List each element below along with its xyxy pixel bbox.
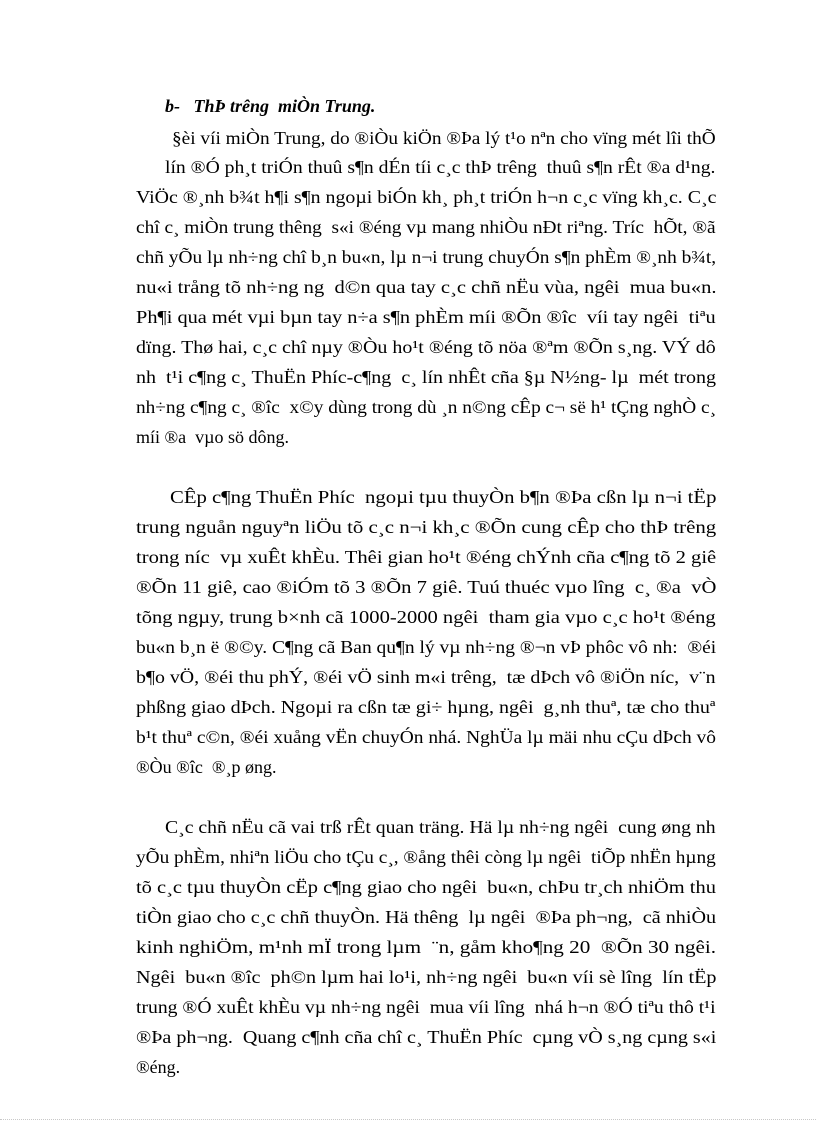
text-line: C¸c chñ nËu cã vai trß rÊt quan träng. Hä lµ nh÷ng ngêi cung øng nh bbox=[165, 817, 716, 837]
text-line: chî c¸ miÒn trung thêng s«i ®éng vµ mang nhiÒu nÐt riªng. Tríc hÕt, ®ã bbox=[136, 217, 716, 237]
text-line: lín ®Ó ph¸t triÓn thuû s¶n dÉn tíi c¸c thÞ trêng thuû s¶n rÊt ®a d¹ng. bbox=[165, 157, 716, 177]
text-line: tõng ngµy, trung b×nh cã 1000-2000 ngêi tham gia vµo c¸c ho¹t ®éng bbox=[136, 607, 716, 627]
text-line: CÊp c¶ng ThuËn Phíc ngoµi tµu thuyÒn b¶n ®Þa cßn lµ n¬i tËp bbox=[170, 487, 717, 507]
text-line: b¶o vÖ, ®éi thu phÝ, ®éi vÖ sinh m«i trêng, tæ dÞch vô ®iÖn níc, v¨n bbox=[136, 667, 716, 687]
text-line: míi ®a vµo sö dông. bbox=[136, 427, 290, 447]
text-line: trung nguån nguyªn liÖu tõ c¸c n¬i kh¸c ®Õn cung cÊp cho thÞ trêng bbox=[136, 517, 717, 537]
text-line: phßng giao dÞch. Ngoµi ra cßn tæ gi÷ hµng, ngêi g¸nh thuª, tæ cho thuª bbox=[136, 697, 716, 717]
text-line: tiÒn giao cho c¸c chñ thuyÒn. Hä thêng lµ ngêi ®Þa ph¬ng, cã nhiÒu bbox=[136, 907, 717, 927]
text-line: yÕu phÈm, nhiªn liÖu cho tÇu c¸, ®ång thêi còng lµ ngêi tiÕp nhËn hµng bbox=[136, 847, 716, 867]
text-line: Ph¶i qua mét vµi bµn tay n÷a s¶n phÈm míi ®Õn ®îc víi tay ngêi tiªu bbox=[136, 307, 716, 327]
text-line: Ngêi bu«n ®îc ph©n lµm hai lo¹i, nh÷ng ngêi bu«n víi sè lîng lín tËp bbox=[136, 967, 717, 987]
text-line: nh t¹i c¶ng c¸ ThuËn Phíc-c¶ng c¸ lín nhÊt cña §µ N½ng- lµ mét trong bbox=[136, 367, 717, 387]
text-line: trung ®Ó xuÊt khÈu vµ nh÷ng ngêi mua víi lîng nhá h¬n ®Ó tiªu thô t¹i bbox=[136, 997, 716, 1017]
text-line: dïng. Thø hai, c¸c chî nµy ®Òu ho¹t ®éng tõ nöa ®ªm ®Õn s¸ng. VÝ dô bbox=[136, 337, 716, 357]
text-line: chñ yÕu lµ nh÷ng chî b¸n bu«n, lµ n¬i trung chuyÓn s¶n phÈm ®¸nh b¾t, bbox=[136, 247, 717, 267]
section-heading: b- ThÞ trêng miÒn Trung. bbox=[165, 96, 376, 116]
text-line: nh÷ng c¶ng c¸ ®îc x©y dùng trong dù ¸n n©ng cÊp c¬ së h¹ tÇng nghÒ c¸ bbox=[136, 397, 717, 417]
text-line: bu«n b¸n ë ®©y. C¶ng cã Ban qu¶n lý vµ nh÷ng ®¬n vÞ phôc vô nh: ®éi bbox=[136, 637, 717, 657]
text-line: ®Õn 11 giê, cao ®iÓm tõ 3 ®Õn 7 giê. Tuú thuéc vµo lîng c¸ ®a vÒ bbox=[136, 577, 717, 597]
text-line: tõ c¸c tµu thuyÒn cËp c¶ng giao cho ngêi bu«n, chÞu tr¸ch nhiÖm thu bbox=[136, 877, 716, 897]
text-line: §èi víi miÒn Trung, do ®iÒu kiÖn ®Þa lý t¹o nªn cho vïng mét lîi thÕ bbox=[172, 128, 716, 148]
page-bottom-rule bbox=[0, 1119, 816, 1120]
text-line: kinh nghiÖm, m¹nh mÏ trong lµm ¨n, gåm kho¶ng 20 ®Õn 30 ngêi. bbox=[136, 937, 717, 957]
text-line: trong níc vµ xuÊt khÈu. Thêi gian ho¹t ®éng chÝnh cña c¶ng tõ 2 giê bbox=[136, 547, 717, 567]
text-line: ®Þa ph¬ng. Quang c¶nh cña chî c¸ ThuËn Phíc cµng vÒ s¸ng cµng s«i bbox=[136, 1027, 717, 1047]
text-line: ®Òu ®îc ®¸p øng. bbox=[136, 757, 277, 777]
text-line: ®éng. bbox=[136, 1057, 181, 1077]
text-line: nu«i trång tõ nh÷ng ng d©n qua tay c¸c chñ nËu vùa, ngêi mua bu«n. bbox=[136, 277, 717, 297]
text-line: b¹t thuª c©n, ®éi xuång vËn chuyÓn nhá. NghÜa lµ mäi nhu cÇu dÞch vô bbox=[136, 727, 717, 747]
text-line: ViÖc ®¸nh b¾t h¶i s¶n ngoµi biÓn kh¸ ph¸t triÓn h¬n c¸c vïng kh¸c. C¸c bbox=[136, 187, 717, 207]
